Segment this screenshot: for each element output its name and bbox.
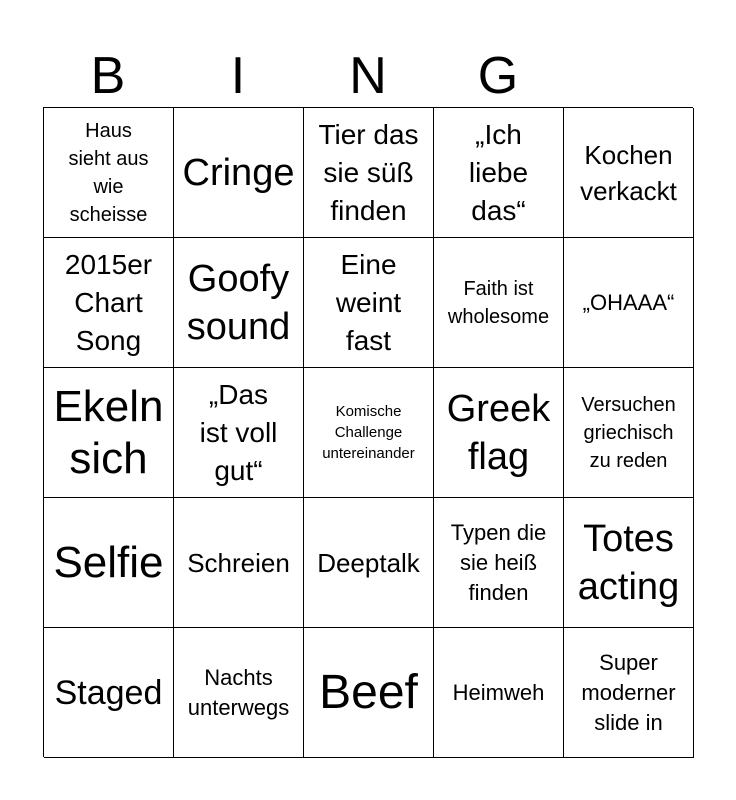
header-letter-n: N: [349, 47, 387, 105]
cell-text: „Das ist voll gut“: [199, 378, 278, 486]
header-letter-empty: [563, 46, 693, 106]
cell-text: Cringe: [182, 151, 295, 194]
cell-text: Ekeln sich: [53, 381, 164, 483]
cell-text: Goofy sound: [186, 257, 291, 348]
bingo-header: [43, 46, 693, 106]
bingo-cell[interactable]: [434, 498, 564, 628]
bingo-cell[interactable]: [434, 368, 564, 498]
cell-text: Komische Challenge untereinander: [322, 403, 415, 462]
cell-text: Eine weint fast: [335, 248, 402, 356]
cell-text: Deeptalk: [317, 547, 420, 578]
bingo-cell[interactable]: [564, 498, 694, 628]
bingo-cell[interactable]: [564, 368, 694, 498]
cell-text: Nachts unterwegs: [187, 664, 290, 720]
bingo-cell[interactable]: [44, 238, 174, 368]
cell-text: Kochen verkackt: [580, 139, 677, 206]
cell-text: Super moderner slide in: [581, 649, 676, 735]
cell-text: Tier das sie süß finden: [318, 118, 419, 226]
bingo-cell[interactable]: [174, 368, 304, 498]
bingo-cell[interactable]: [44, 108, 174, 238]
cell-text: Typen die sie heiß finden: [450, 519, 547, 605]
bingo-cell[interactable]: [304, 498, 434, 628]
bingo-cell[interactable]: [434, 238, 564, 368]
bingo-cell[interactable]: [304, 628, 434, 758]
bingo-cell[interactable]: [564, 628, 694, 758]
cell-text: „Ich liebe das“: [468, 118, 529, 226]
cell-text: Totes acting: [577, 517, 680, 608]
bingo-cell[interactable]: [174, 628, 304, 758]
cell-text: Schreien: [187, 547, 290, 578]
cell-text: Selfie: [53, 537, 164, 587]
bingo-grid: [43, 107, 693, 757]
bingo-cell[interactable]: [174, 108, 304, 238]
bingo-cell[interactable]: [174, 238, 304, 368]
bingo-cell[interactable]: [434, 108, 564, 238]
bingo-cell[interactable]: [44, 368, 174, 498]
cell-text: 2015er Chart Song: [64, 248, 153, 356]
bingo-cell[interactable]: [44, 498, 174, 628]
bingo-cell[interactable]: [304, 108, 434, 238]
header-letter-i: I: [230, 47, 246, 105]
bingo-cell[interactable]: [434, 628, 564, 758]
header-letter-g: G: [477, 47, 519, 105]
cell-text: Greek flag: [446, 387, 551, 478]
cell-text: Staged: [54, 673, 163, 712]
cell-text: Haus sieht aus wie scheisse: [68, 119, 149, 226]
cell-text: Beef: [319, 665, 418, 719]
bingo-cell[interactable]: [174, 498, 304, 628]
cell-text: Heimweh: [452, 679, 545, 705]
bingo-cell[interactable]: [304, 238, 434, 368]
bingo-cell[interactable]: [564, 108, 694, 238]
cell-text: Faith ist wholesome: [447, 277, 550, 328]
header-letter-b: B: [90, 47, 126, 105]
bingo-cell[interactable]: [44, 628, 174, 758]
cell-text: Versuchen griechisch zu reden: [581, 393, 676, 472]
bingo-cell[interactable]: [304, 368, 434, 498]
cell-text: „OHAAA“: [582, 289, 675, 315]
bingo-cell[interactable]: [564, 238, 694, 368]
